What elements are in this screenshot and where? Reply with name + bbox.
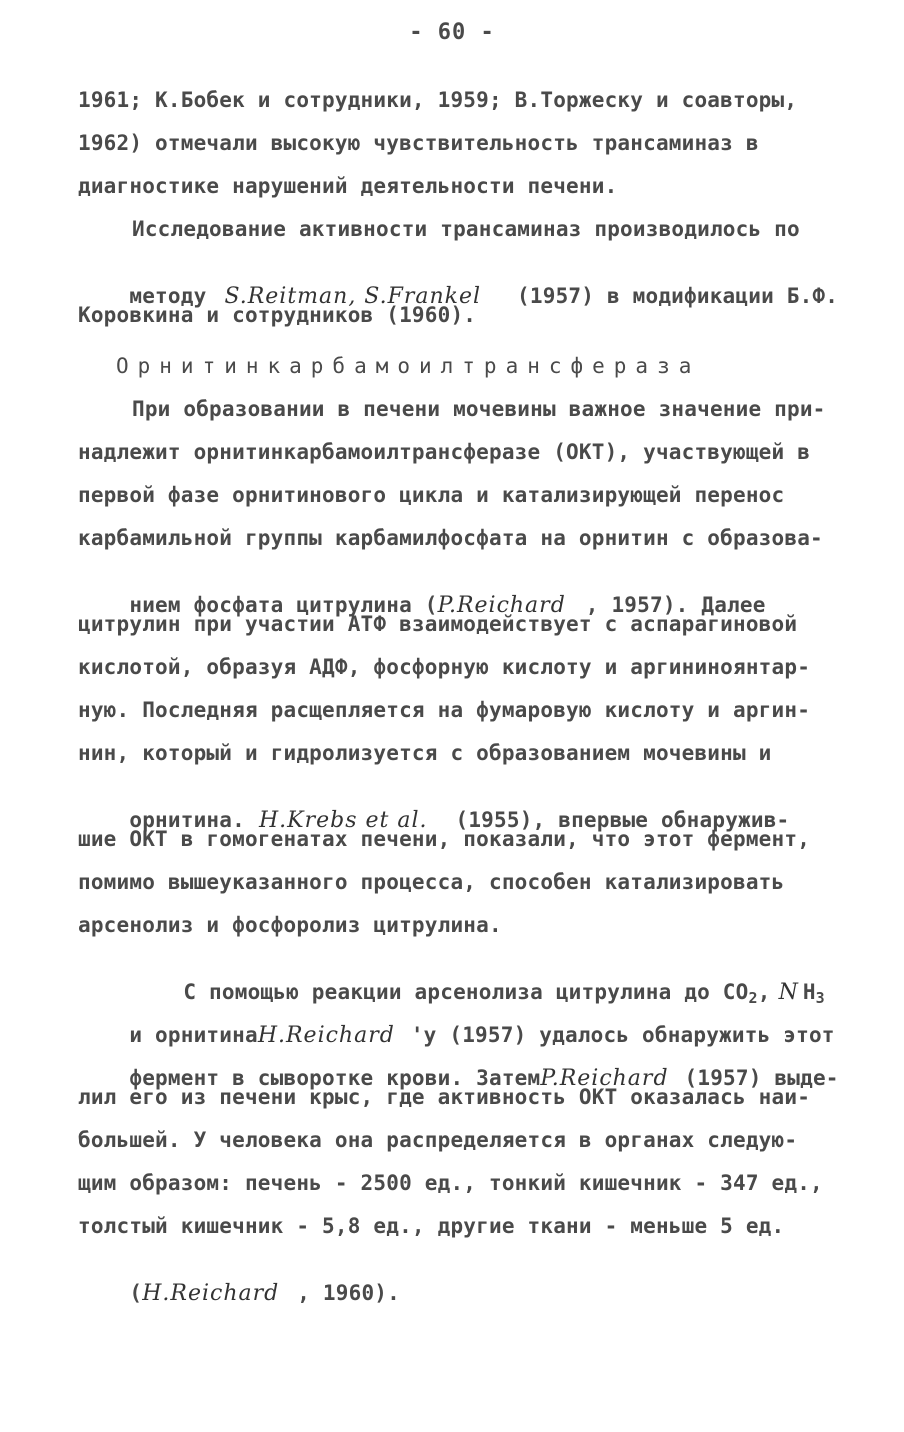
text-line: карбамильной группы карбамилфосфата на орнитин с образова-	[78, 526, 823, 550]
text-line: Коровкина и сотрудников (1960).	[78, 303, 477, 327]
text-segment: нием фосфата цитрулина (	[129, 593, 438, 617]
text-segment: (	[129, 1281, 143, 1305]
handwritten-name: H.Krebs et al.	[258, 808, 428, 833]
text-segment: методу	[129, 284, 207, 308]
text-segment: орнитина.	[129, 808, 245, 832]
text-segment: и орнитина	[129, 1023, 258, 1047]
text-line: 1962) отмечали высокую чувствительность трансаминаз в	[78, 131, 759, 155]
text-segment: (1957) выде-	[684, 1066, 839, 1090]
text-segment: ,	[757, 980, 771, 1004]
text-line: большей. У человека она распределяется в органах следую-	[78, 1128, 798, 1152]
text-segment: (1957) в модификации Б.Ф.	[517, 284, 839, 308]
handwritten-symbol: N	[778, 980, 799, 1005]
handwritten-name: H.Reichard	[142, 1281, 280, 1306]
text-segment: фермент в сыворотке крови. Затем	[129, 1066, 541, 1090]
text-line: щим образом: печень - 2500 ед., тонкий кишечник - 347 ед.,	[78, 1171, 823, 1195]
text-segment: , 1960).	[297, 1281, 400, 1305]
text-line: ную. Последняя расщепляется на фумаровую кислоту и аргин-	[78, 698, 811, 722]
text-line: помимо вышеуказанного процесса, способен катализировать	[78, 870, 785, 894]
text-line: цитрулин при участии АТФ взаимодействует с аспарагиновой	[78, 612, 798, 636]
text-line: надлежит орнитинкарбамоилтрансферазе (ОКТ), участвующей в	[78, 440, 811, 464]
handwritten-name: H.Reichard	[257, 1023, 395, 1048]
section-heading: Орнитинкарбамоилтрансфераза	[116, 354, 701, 378]
text-line: первой фазе орнитинового цикла и катализирующей перенос	[78, 483, 785, 507]
text-line: лил его из печени крыс, где активность ОКТ оказалась наи-	[78, 1085, 811, 1109]
text-segment: H	[802, 980, 816, 1004]
text-line	[78, 1257, 400, 1330]
subscript: 3	[815, 989, 825, 1007]
text-segment: (1955), впервые обнаружив-	[455, 808, 790, 832]
handwritten-name: S.Reitman, S.Frankel	[224, 284, 482, 309]
handwritten-name: P.Reichard	[540, 1066, 669, 1091]
text-segment: С помощью реакции арсенолиза цитрулина до CO	[183, 980, 749, 1004]
text-line: толстый кишечник - 5,8 ед., другие ткани - меньше 5 ед.	[78, 1214, 785, 1238]
text-line: диагностике нарушений деятельности печени.	[78, 174, 618, 198]
handwritten-name: P.Reichard	[437, 593, 566, 618]
text-segment: 'у (1957) удалось обнаружить этот	[410, 1023, 835, 1047]
text-line: арсенолиз и фосфоролиз цитрулина.	[78, 913, 502, 937]
text-line: кислотой, образуя АДФ, фосфорную кислоту и аргининоянтар-	[78, 655, 811, 679]
text-line: Исследование активности трансаминаз производилось по	[132, 217, 800, 241]
text-line: шие ОКТ в гомогенатах печени, показали, что этот фермент,	[78, 827, 811, 851]
text-segment: , 1957). Далее	[585, 593, 766, 617]
page-number: - 60 -	[409, 20, 495, 45]
text-line: При образовании в печени мочевины важное значение при-	[132, 397, 826, 421]
subscript: 2	[748, 989, 758, 1007]
text-line: 1961; К.Бобек и сотрудники, 1959; В.Торжеску и соавторы,	[78, 88, 798, 112]
text-line: нин, который и гидролизуется с образованием мочевины и	[78, 741, 772, 765]
